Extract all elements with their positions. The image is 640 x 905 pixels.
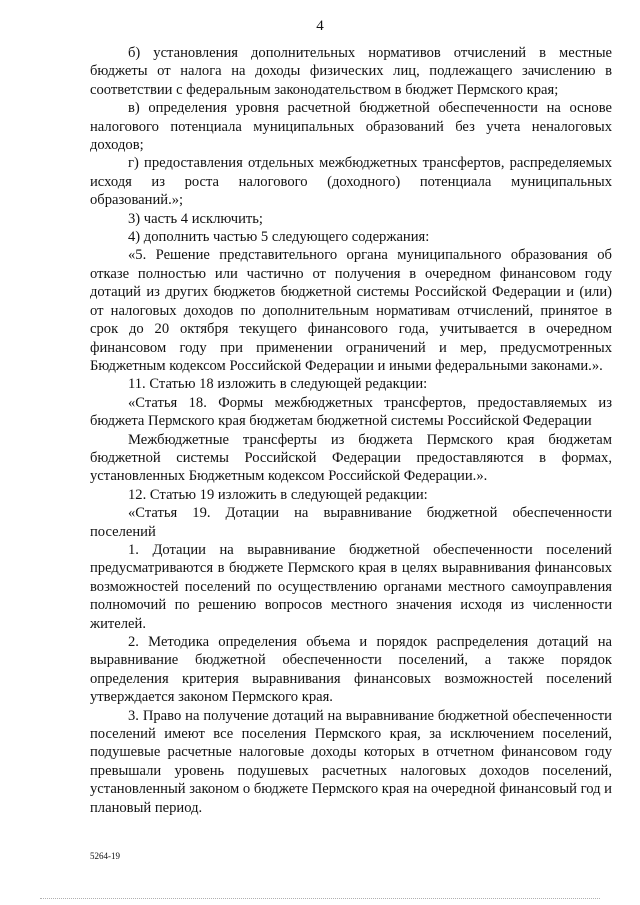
paragraph-v: в) определения уровня расчетной бюджетной обеспеченности на основе налогового потенциала муниципальных образований без учета неналоговых доходов; (90, 100, 612, 154)
paragraph-item-4: 4) дополнить частью 5 следующего содержания: (128, 229, 430, 246)
paragraph-article-19-instruction: 12. Статью 19 изложить в следующей редакции: (128, 486, 428, 503)
article-19-part-2: 2. Методика определения объема и порядок распределения дотаций на выравнивание бюджетной обеспеченности поселений, а также порядок определения критерия выравнивания финансовых возможностей поселений утверждается законом Пермского края. (90, 634, 612, 706)
paragraph-g: г) предоставления отдельных межбюджетных трансфертов, распределяемых исходя из роста налогового (доходного) потенциала муниципальных образований.»; (90, 155, 612, 209)
article-18-heading: «Статья 18. Формы межбюджетных трансфертов, предоставляемых из бюджета Пермского края бюджетам бюджетной системы Российской Федерации (90, 394, 612, 430)
article-19-part-3: 3. Право на получение дотаций на выравнивание бюджетной обеспеченности поселений имеют все поселения Пермского края, за исключением поселений, подушевые расчетные налоговые доходы которых в отчетном финансовом году превышали уровень подушевых расчетных налоговых доходов поселений, установленный законом о бюджете Пермского края на очередной финансовый год и плановый период. (90, 707, 612, 816)
scan-edge-line (40, 898, 600, 899)
article-19-heading: «Статья 19. Дотации на выравнивание бюджетной обеспеченности поселений (90, 505, 612, 540)
article-19-part-1: 1. Дотации на выравнивание бюджетной обеспеченности поселений предусматриваются в бюджете Пермского края в целях выравнивания финансовых возможностей поселений по осуществлению органами местного самоуправления полномочий по решению вопросов местного значения исходя из численности жителей. (90, 541, 612, 632)
paragraph-part-5: «5. Решение представительного органа муниципального образования об отказе полностью или частично от получения в очередном финансовом году дотаций из других бюджетов бюджетной системы Российской Федерации и (или) от налоговых доходов по дополнительным нормативам отчислений, принятое в срок до 20 октября текущего финансового года, учитывается в очередном финансовом году при применении ограничений и мер, предусмотренных Бюджетным кодексом Российской Федерации и иными федеральными законами.». (90, 247, 612, 374)
paragraph-b: б) установления дополнительных нормативов отчислений в местные бюджеты от налога на доходы физических лиц, подлежащего зачислению в соответствии с федеральным законодательством в бюджет Пермского края; (90, 45, 612, 98)
document-body (90, 44, 612, 817)
page-number: 4 (316, 18, 324, 34)
document-code: 5264-19 (90, 851, 120, 861)
article-18-body: Межбюджетные трансферты из бюджета Пермского края бюджетам бюджетной системы Российской Федерации предоставляются в формах, установленных Бюджетным кодексом Российской Федерации.». (90, 431, 612, 485)
paragraph-item-3: 3) часть 4 исключить; (128, 210, 263, 227)
paragraph-article-18-instruction: 11. Статью 18 изложить в следующей редакции: (128, 376, 428, 393)
